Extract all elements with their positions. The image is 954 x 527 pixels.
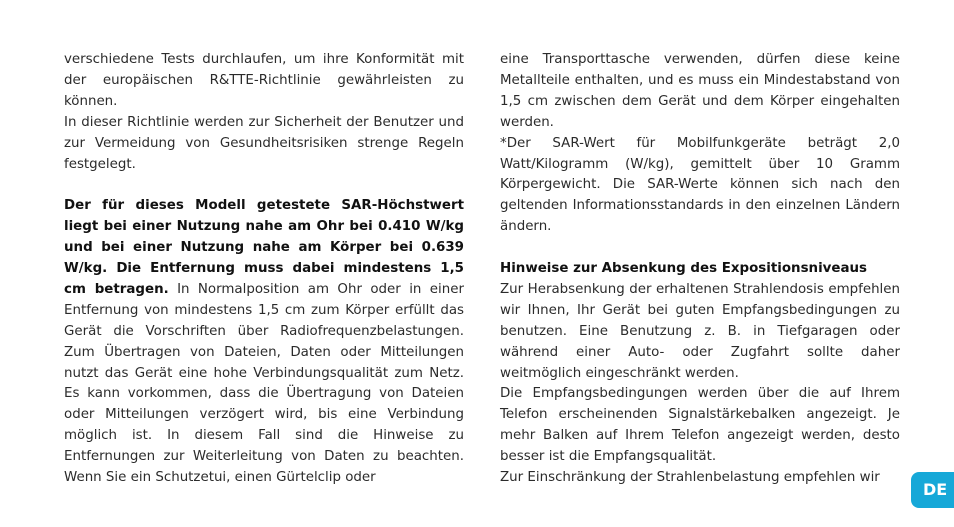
paragraph: Die Empfangsbedingungen werden über die auf Ihrem Telefon erscheinenden Signalstärkebalken angezeigt. Je mehr Balken auf Ihrem Telefon angezeigt werden, desto besser ist die Empfangsqualität. [500, 386, 900, 465]
paragraph: In dieser Richtlinie werden zur Sicherheit der Benutzer und zur Vermeidung von Gesundheitsrisiken strenge Regeln festgelegt. [64, 114, 464, 172]
paragraph: Zur Herabsenkung der erhaltenen Strahlendosis empfehlen wir Ihnen, Ihr Gerät bei guten Empfangsbedingungen zu benutzen. Eine Benutzung z. B. in Tiefgaragen oder während einer Auto- oder Zugfahrt sollte daher weitmöglich eingeschränkt werden. [500, 281, 900, 381]
sar-emphasis: Der für dieses Modell getestete SAR-Höchstwert liegt bei einer Nutzung nahe am Ohr bei 0.410 W/kg und bei einer Nutzung nahe am Körper bei 0.639 W/kg. Die Entfernung muss dabei mindestens 1,5 cm betragen. [64, 198, 464, 297]
paragraph: *Der SAR-Wert für Mobilfunkgeräte beträgt 2,0 Watt/Kilogramm (W/kg), gemittelt über 10 Gramm Körpergewicht. Die SAR-Werte können sich nach den geltenden Informationsstandards in den einzelnen Ländern ändern. [500, 135, 900, 235]
paragraph: eine Transporttasche verwenden, dürfen diese keine Metallteile enthalten, und es muss ein Mindestabstand von 1,5 cm zwischen dem Gerät und dem Körper eingehalten werden. [500, 52, 900, 130]
paragraph: Zur Einschränkung der Strahlenbelastung empfehlen wir [500, 470, 880, 486]
paragraph: verschiedene Tests durchlaufen, um ihre Konformität mit der europäischen R&TTE-Richtlinie gewährleisten zu können. [64, 52, 464, 109]
right-column [500, 50, 900, 489]
sar-paragraph [64, 196, 464, 489]
section-heading: Hinweise zur Absenkung des Expositionsniveaus [500, 261, 868, 277]
sar-text: In Normalposition am Ohr oder in einer Entfernung von mindestens 1,5 cm zum Körper erfüllt das Gerät die Vorschriften über Radiofrequenzbelastungen. Zum Übertragen von Dateien, Daten oder Mitteilungen nutzt das Gerät eine hohe Verbindungsqualität zum Netz. Es kann vorkommen, dass die Übertragung von Dateien oder Mitteilungen verzögert wird, bis eine Verbindung möglich ist. In diesem Fall sind die Hinweise zu Entfernungen zur Weiterleitung von Daten zu beachten. Wenn Sie ein Schutzetui, einen Gürtelclip oder [64, 281, 464, 486]
language-badge: DE [911, 472, 954, 508]
left-column [64, 50, 464, 489]
